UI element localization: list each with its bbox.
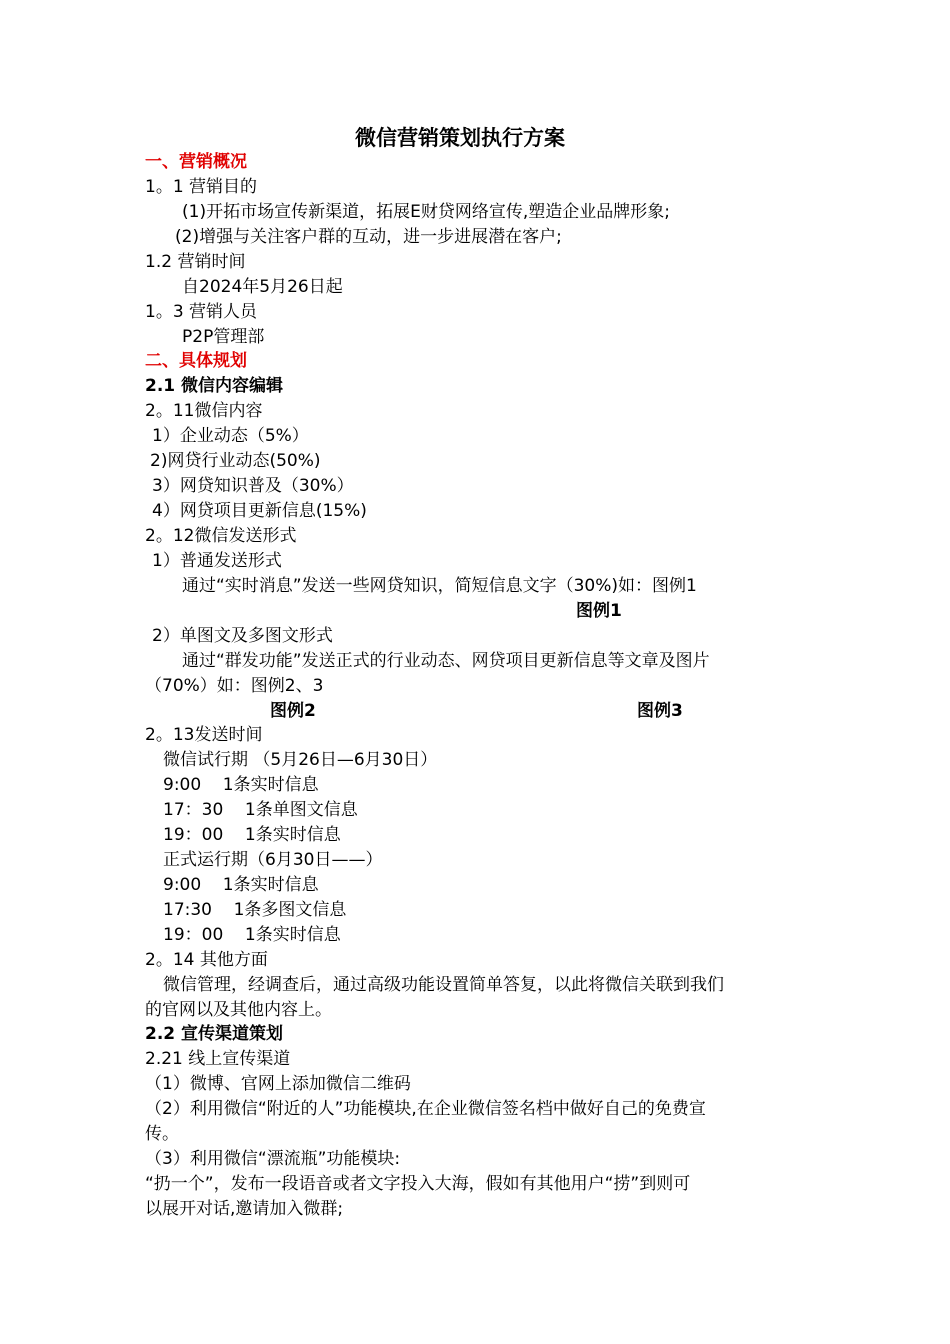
paragraph: 自2024年5月26日起 bbox=[182, 277, 343, 297]
paragraph: 微信管理，经调查后，通过高级功能设置简单答复，以此将微信关联到我们 bbox=[163, 975, 724, 995]
schedule-item: 17:30 1条多图文信息 bbox=[163, 900, 347, 920]
list-item: 2）单图文及多图文形式 bbox=[152, 626, 333, 646]
paragraph: （70%）如：图例2、3 bbox=[145, 676, 324, 696]
list-item: 1）企业动态（5%） bbox=[152, 426, 309, 446]
paragraph: 正式运行期（6月30日——） bbox=[163, 850, 383, 870]
figure-caption: 图例3 bbox=[637, 701, 683, 721]
subheading-1-3: 1。3 营销人员 bbox=[145, 302, 258, 322]
paragraph: （1）微博、官网上添加微信二维码 bbox=[145, 1074, 411, 1094]
schedule-item: 19：00 1条实时信息 bbox=[163, 925, 341, 945]
paragraph: 通过“群发功能”发送正式的行业动态、网贷项目更新信息等文章及图片 bbox=[182, 651, 710, 671]
subheading-1-2: 1.2 营销时间 bbox=[145, 252, 246, 272]
subheading-2-12: 2。12微信发送形式 bbox=[145, 526, 297, 546]
page-title: 微信营销策划执行方案 bbox=[355, 126, 565, 150]
paragraph: （3）利用微信“漂流瓶”功能模块: bbox=[145, 1149, 401, 1169]
section-heading-1: 一、营销概况 bbox=[145, 152, 247, 172]
figure-caption: 图例2 bbox=[270, 701, 316, 721]
schedule-item: 19：00 1条实时信息 bbox=[163, 825, 341, 845]
paragraph: 微信试行期 （5月26日—6月30日） bbox=[163, 750, 438, 770]
subheading-2-1: 2.1 微信内容编辑 bbox=[145, 376, 284, 396]
paragraph: P2P管理部 bbox=[182, 327, 265, 347]
paragraph: 以展开对话,邀请加入微群; bbox=[145, 1199, 344, 1219]
schedule-item: 17：30 1条单图文信息 bbox=[163, 800, 358, 820]
list-item: 1）普通发送形式 bbox=[152, 551, 282, 571]
subheading-2-13: 2。13发送时间 bbox=[145, 725, 263, 745]
paragraph: “扔一个”，发布一段语音或者文字投入大海，假如有其他用户“捞”到则可 bbox=[145, 1174, 691, 1194]
schedule-item: 9:00 1条实时信息 bbox=[163, 775, 319, 795]
list-item: 2)网贷行业动态(50%) bbox=[150, 451, 321, 471]
paragraph: 的官网以及其他内容上。 bbox=[145, 1000, 332, 1020]
subheading-2-21: 2.21 线上宣传渠道 bbox=[145, 1049, 291, 1069]
subheading-1-1: 1。1 营销目的 bbox=[145, 177, 258, 197]
subheading-2-2: 2.2 宣传渠道策划 bbox=[145, 1024, 284, 1044]
subheading-2-14: 2。14 其他方面 bbox=[145, 950, 268, 970]
subheading-2-11: 2。11微信内容 bbox=[145, 401, 263, 421]
paragraph: (2)增强与关注客户群的互动，进一步进展潜在客户; bbox=[175, 227, 562, 247]
list-item: 3）网贷知识普及（30%） bbox=[152, 476, 354, 496]
section-heading-2: 二、具体规划 bbox=[145, 351, 247, 371]
figure-caption: 图例1 bbox=[576, 601, 622, 621]
paragraph: （2）利用微信“附近的人”功能模块,在企业微信签名档中做好自己的免费宣 bbox=[145, 1099, 706, 1119]
schedule-item: 9:00 1条实时信息 bbox=[163, 875, 319, 895]
paragraph: 通过“实时消息”发送一些网贷知识，简短信息文字（30%)如：图例1 bbox=[182, 576, 697, 596]
paragraph: 传。 bbox=[145, 1124, 179, 1144]
list-item: 4）网贷项目更新信息(15%) bbox=[152, 501, 367, 521]
paragraph: (1)开拓市场宣传新渠道，拓展E财贷网络宣传,塑造企业品牌形象; bbox=[182, 202, 670, 222]
